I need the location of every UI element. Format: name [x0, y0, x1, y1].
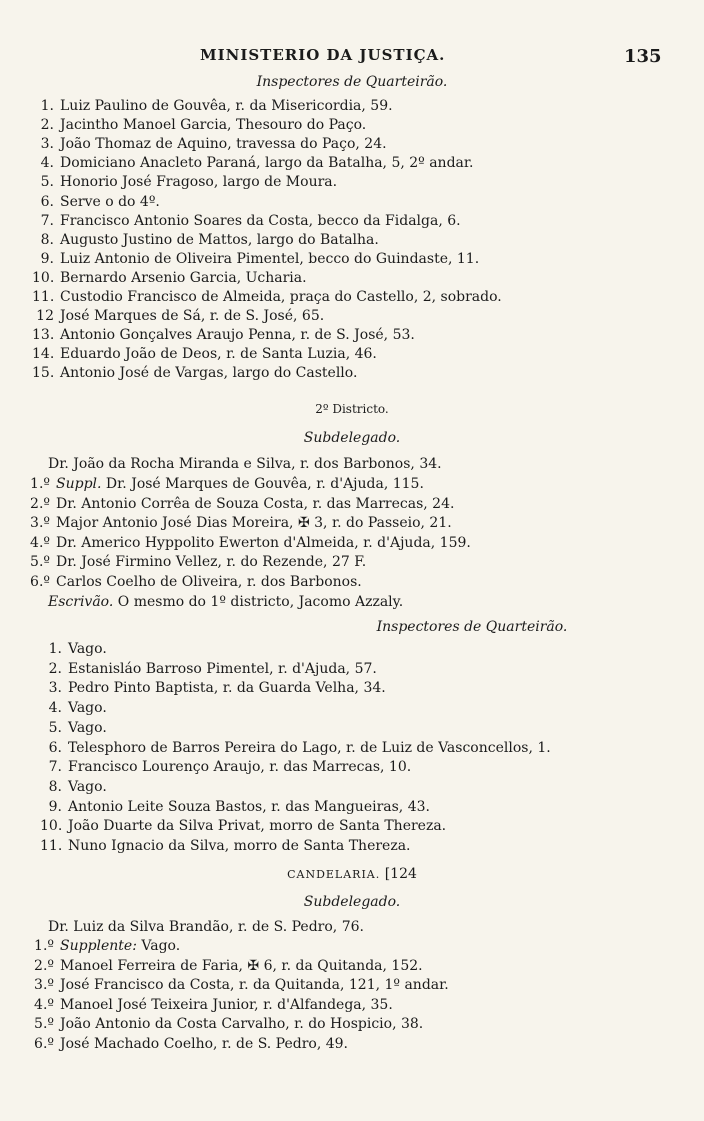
inspectores-heading-2: Inspectores de Quarteirão. [376, 619, 568, 635]
supplente-item [28, 534, 471, 552]
inspector-item-number: 3. [40, 136, 54, 153]
inspector-item-number: 13. [32, 327, 55, 344]
candelaria-heading-row [0, 866, 704, 882]
inspector-item-2-number: 6. [48, 739, 62, 756]
candelaria-subdelegado: Dr. Luiz da Silva Brandão, r. de S. Pedro, 76. [48, 919, 364, 935]
candelaria-heading: CANDELARIA. [287, 868, 381, 881]
supplente-item-text: Dr. Americo Hyppolito Ewerton d'Almeida, r. d'Ajuda, 159. [56, 534, 471, 551]
candelaria-supplente-item-text: Manoel Ferreira de Faria, ✠ 6, r. da Quitanda, 152. [60, 957, 423, 974]
inspector-item-text: Jacintho Manoel Garcia, Thesouro do Paço. [60, 117, 367, 134]
supplente-item-text: Dr. Antonio Corrêa de Souza Costa, r. das Marrecas, 24. [56, 495, 455, 512]
inspector-item-text: Eduardo João de Deos, r. de Santa Luzia, 46. [60, 346, 377, 363]
inspector-item [32, 345, 377, 363]
escrivao-entry [48, 593, 403, 611]
supplente-item-number: 2.º [30, 495, 50, 512]
inspector-item [32, 250, 479, 268]
inspector-item-2-text: Vago. [68, 641, 107, 657]
inspector-item-2-number: 1. [48, 641, 62, 657]
candelaria-subheading: Subdelegado. [303, 894, 401, 910]
inspector-item-2 [40, 660, 377, 678]
inspector-item [32, 364, 357, 382]
candelaria-supplente-item-text: Vago. [141, 938, 181, 954]
supplente-item-number: 6.º [30, 573, 50, 590]
inspector-item-number: 8. [40, 231, 54, 248]
inspector-item-2-number: 4. [48, 700, 62, 717]
candelaria-supplente-item-text: José Francisco da Costa, r. da Quitanda, 121, 1º andar. [60, 977, 449, 993]
inspector-item-2-number: 7. [48, 759, 62, 776]
supplente-item [28, 573, 362, 591]
inspector-item [32, 173, 337, 191]
inspector-item [32, 97, 393, 115]
inspector-item-2-text: Francisco Lourenço Araujo, r. das Marrecas, 10. [68, 759, 412, 776]
inspector-item-number: 6. [40, 193, 54, 210]
inspector-item [32, 288, 502, 306]
inspector-item-text: Antonio Gonçalves Araujo Penna, r. de S. José, 53. [60, 327, 415, 344]
supplente-item-prefix: Suppl. [56, 476, 106, 492]
inspector-item-2-text: Nuno Ignacio da Silva, morro de Santa Thereza. [68, 838, 411, 854]
section-heading: Inspectores de Quarteirão. [256, 74, 448, 90]
candelaria-supplente-item-text: José Machado Coelho, r. de S. Pedro, 49. [60, 1035, 349, 1052]
inspector-item [32, 135, 387, 153]
supplente-item [28, 495, 454, 513]
supplente-item [28, 475, 424, 493]
inspector-item-text: Francisco Antonio Soares da Costa, becco da Fidalga, 6. [60, 212, 461, 229]
subdelegado-heading: Subdelegado. [303, 430, 401, 446]
inspector-item-2-text: Vago. [68, 778, 107, 795]
candelaria-supplente-item-number: 4.º [34, 996, 54, 1013]
candelaria-supplente-item [32, 957, 423, 975]
candelaria-supplente-item-number: 6.º [34, 1035, 54, 1052]
inspector-item-2 [40, 739, 551, 757]
page-number: 135 [624, 46, 662, 67]
inspector-item-2-number: 5. [48, 719, 62, 736]
inspector-item [32, 269, 307, 287]
inspector-item-2-number: 10. [40, 818, 63, 835]
inspector-item [32, 231, 379, 249]
supplente-item-text: Major Antonio José Dias Moreira, ✠ 3, r. do Passeio, 21. [56, 515, 452, 531]
inspector-item [32, 193, 160, 211]
inspector-item-text: João Thomaz de Aquino, travessa do Paço, 24. [60, 136, 387, 153]
inspector-item-number: 9. [40, 250, 54, 267]
inspector-item-text: José Marques de Sá, r. de S. José, 65. [60, 308, 325, 325]
inspector-item-number: 4. [40, 155, 54, 172]
supplente-item-number: 3.º [30, 515, 50, 531]
inspector-item [32, 154, 473, 172]
candelaria-supplente-item-number: 2.º [34, 957, 54, 974]
supplente-item-text: Carlos Coelho de Oliveira, r. dos Barbonos. [56, 573, 362, 590]
inspector-item-2-number: 3. [48, 680, 62, 697]
inspector-item-text: Luiz Paulino de Gouvêa, r. da Misericordia, 59. [60, 98, 393, 114]
inspector-item-text: Serve o do 4º. [60, 193, 160, 210]
supplente-item-number: 1.º [30, 476, 50, 492]
supplente-item-number: 5.º [30, 554, 50, 570]
inspector-item-2-text: Telesphoro de Barros Pereira do Lago, r. de Luiz de Vasconcellos, 1. [68, 739, 551, 756]
escrivao-text: O mesmo do 1º districto, Jacomo Azzaly. [117, 594, 404, 610]
inspector-item-number: 14. [32, 346, 55, 363]
subdelegado-entry: Dr. João da Rocha Miranda e Silva, r. dos Barbonos, 34. [48, 456, 442, 472]
candelaria-supplente-item [32, 1015, 423, 1033]
inspector-item-2 [40, 699, 107, 717]
inspector-item-text: Luiz Antonio de Oliveira Pimentel, becco do Guindaste, 11. [60, 250, 480, 267]
inspector-item-number: 1. [40, 98, 54, 114]
inspector-item-2-text: Pedro Pinto Baptista, r. da Guarda Velha, 34. [68, 680, 386, 697]
inspector-item-2 [40, 640, 107, 658]
inspector-item-2-text: Vago. [68, 719, 107, 736]
escrivao-label: Escrivão. [48, 594, 114, 610]
candelaria-supplente-item-text: João Antonio da Costa Carvalho, r. do Hospicio, 38. [60, 1016, 424, 1032]
inspector-item [32, 212, 461, 230]
inspector-item-2 [40, 798, 430, 816]
inspector-item-number: 7. [40, 212, 54, 229]
inspector-item-text: Antonio José de Vargas, largo do Castello. [60, 365, 358, 382]
inspector-item-text: Custodio Francisco de Almeida, praça do Castello, 2, sobrado. [60, 289, 502, 305]
candelaria-supplente-item [32, 1035, 348, 1053]
page-header [0, 46, 704, 70]
supplente-item-number: 4.º [30, 534, 50, 551]
inspector-item-2-number: 8. [48, 778, 62, 795]
inspector-item-number: 15. [32, 365, 55, 382]
inspector-item-number: 5. [40, 174, 54, 191]
inspector-item-2 [40, 817, 446, 835]
inspector-item-2-number: 2. [48, 660, 62, 677]
candelaria-supplente-item-number: 1.º [34, 938, 54, 954]
inspector-item-2-number: 9. [48, 798, 62, 815]
inspector-item-number: 10. [32, 269, 55, 286]
inspector-item-text: Honorio José Fragoso, largo de Moura. [60, 174, 338, 191]
inspector-item-2-text: João Duarte da Silva Privat, morro de Santa Thereza. [68, 818, 447, 835]
inspector-item-number: 12 [36, 308, 54, 325]
inspector-item [32, 116, 366, 134]
inspector-item-2 [40, 719, 107, 737]
inspector-item-text: Augusto Justino de Mattos, largo do Batalha. [60, 231, 379, 248]
inspector-item [32, 326, 415, 344]
supplente-item [28, 514, 452, 532]
supplente-item [28, 553, 366, 571]
inspector-item-2-text: Estanisláo Barroso Pimentel, r. d'Ajuda, 57. [68, 660, 377, 677]
inspector-item-2 [40, 679, 386, 697]
candelaria-supplente-item-number: 5.º [34, 1016, 54, 1032]
candelaria-supplente-item [32, 996, 393, 1014]
inspector-item-text: Domiciano Anacleto Paraná, largo da Batalha, 5, 2º andar. [60, 155, 474, 172]
candelaria-ref: [124 [384, 866, 417, 882]
inspector-item-2 [40, 778, 107, 796]
inspector-item [32, 307, 324, 325]
supplente-item-text: Dr. José Marques de Gouvêa, r. d'Ajuda, 115. [105, 476, 424, 492]
running-title: MINISTERIO DA JUSTIÇA. [200, 46, 446, 64]
inspector-item-2-number: 11. [40, 838, 63, 854]
inspector-item-2-text: Vago. [68, 700, 107, 717]
inspector-item-2 [40, 837, 411, 855]
inspector-item-text: Bernardo Arsenio Garcia, Ucharia. [60, 269, 307, 286]
inspector-item-2 [40, 758, 411, 776]
inspector-item-2-text: Antonio Leite Souza Bastos, r. das Mangueiras, 43. [68, 798, 430, 815]
district-heading: 2º Districto. [315, 402, 389, 416]
candelaria-supplente-item-text: Manoel José Teixeira Junior, r. d'Alfandega, 35. [60, 996, 393, 1013]
candelaria-supplente-item [32, 937, 180, 955]
candelaria-supplente-item [32, 976, 449, 994]
candelaria-supplente-item-prefix: Supplente: [60, 938, 142, 954]
inspector-item-number: 2. [40, 117, 54, 134]
candelaria-supplente-item-number: 3.º [34, 977, 54, 993]
supplente-item-text: Dr. José Firmino Vellez, r. do Rezende, 27 F. [56, 554, 367, 570]
inspector-item-number: 11. [32, 289, 55, 305]
